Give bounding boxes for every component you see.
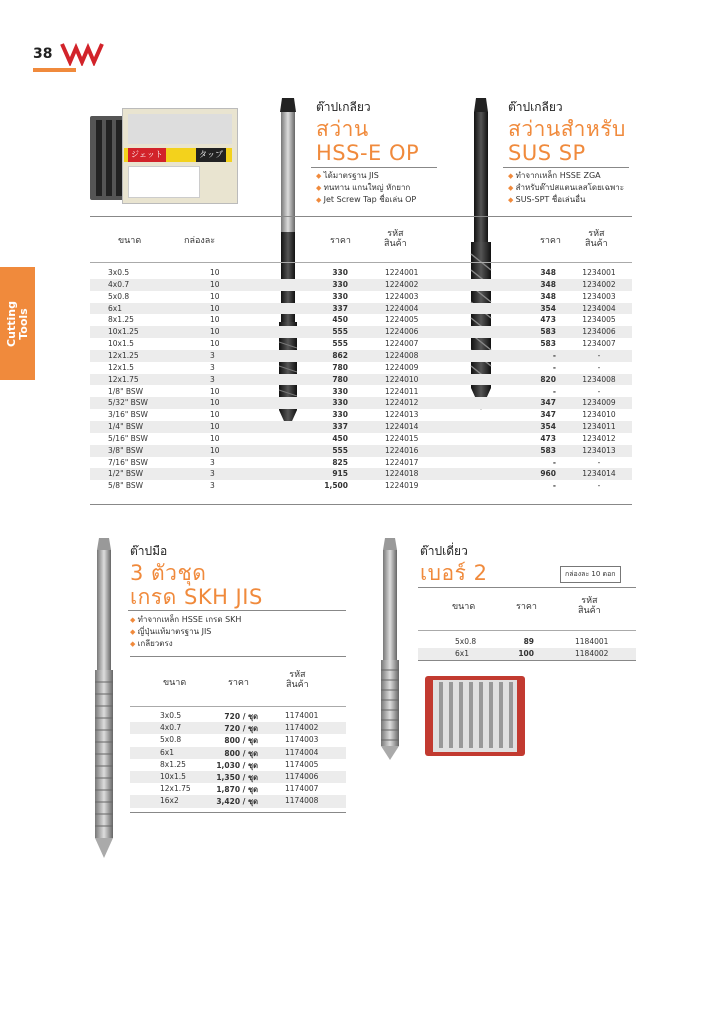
cell-box-qty: 10 [210,339,220,349]
single-tap-image [378,538,402,760]
cell-price: 720 / ชุด [224,724,258,734]
cell-price: 89 [523,637,534,646]
cell-code-sus: 1234002 [582,279,616,289]
cell-size: 12x1.75 [160,784,191,794]
cell-code-sus: 1234012 [582,433,616,443]
cell-code-sus: 1234003 [582,291,616,301]
cell-code-sus: - [597,362,601,372]
cell-price-op: 450 [332,433,348,443]
cell-price-sus: 473 [540,315,556,325]
product-sus-bullets [508,170,624,206]
product-single-tap-subtitle: ต๊าปเดี่ยว [420,544,468,558]
cell-price-op: 555 [332,339,348,349]
cell-size: 5x0.8 [455,637,477,646]
cell-code-sus: 1234013 [582,445,616,455]
cell-code-op: 1224013 [385,410,419,420]
table1-header-price-b: ราคา [540,236,561,246]
product-hand-tap-bullet: ◆ ทำจากเหล็ก HSSE เกรด SKH [130,614,241,626]
cell-price: 720 / ชุด [224,712,258,721]
product-hand-tap-subtitle: ต๊าปมือ [130,544,168,558]
cell-code: 1174002 [285,723,319,733]
box-quantity-note: กล่องละ 10 ดอก [560,566,621,583]
cell-price-op: 337 [332,422,348,432]
table3-bottom-rule [418,660,636,661]
cell-price: 3,420 / ชุด [216,797,258,807]
cell-code-op: 1224005 [385,315,419,325]
product-op-title-line2: HSS-E OP [316,141,420,165]
product-op-heading [316,98,419,165]
product-single-tap-heading [420,542,487,585]
cell-box-qty: 10 [210,303,220,313]
cell-size: 12x1.25 [108,350,139,360]
box-label-right: タップ [196,148,226,162]
tap-sus-image [466,98,496,410]
product-hand-tap-bullet: ◆ เกลียวตรง [130,638,241,650]
cell-code-op: 1224010 [385,374,419,384]
cell-code: 1174005 [285,759,319,769]
cell-price-sus: 583 [540,339,556,349]
cell-size: 6x1 [455,649,469,658]
cell-price-op: 330 [332,279,348,289]
cell-size: 1/8" BSW [108,386,144,396]
table3-header-price: ราคา [516,602,537,612]
cell-box-qty: 10 [210,279,220,289]
cell-price: 1,870 / ชุด [216,785,258,795]
product-sus-subtitle: ต๊าปเกลียว [508,100,563,114]
table1-header-code-a-line1: รหัส [387,229,404,239]
cell-code-sus: 1234001 [582,268,616,277]
cell-size: 12x1.75 [108,374,139,384]
box-label-left: ジェット [128,148,166,162]
table2-top-rule [130,656,346,657]
cell-code-op: 1224003 [385,291,419,301]
brand-logo [60,40,104,66]
cell-code-sus: 1234011 [582,422,616,432]
cell-box-qty: 3 [210,481,215,491]
cell-box-qty: 3 [210,469,215,479]
cell-price-sus: 348 [540,291,556,301]
cell-price-sus: 354 [540,303,556,313]
cell-size: 1/4" BSW [108,422,144,432]
cell-code-op: 1224014 [385,422,419,432]
cell-code-sus: 1234006 [582,327,616,337]
product-sus-rule [503,167,629,168]
cell-price-op: 450 [332,315,348,325]
cell-price-sus: - [552,362,556,372]
cell-code-op: 1224011 [385,386,419,396]
cell-code: 1174007 [285,784,319,794]
cell-code-sus: 1234004 [582,303,616,313]
cell-box-qty: 10 [210,445,220,455]
cell-code-sus: 1234014 [582,469,616,479]
cell-code: 1174006 [285,772,319,781]
table2-header-size: ขนาด [163,678,187,688]
cell-size: 1/2" BSW [108,469,144,479]
product-sus-title-line1: สว่านสำหรับ [508,117,626,141]
product-sus-title-line2: SUS SP [508,141,586,165]
table1-header-code-a [384,229,407,249]
table1-header-size: ขนาด [118,236,142,246]
cell-price: 800 / ชุด [224,736,258,746]
side-tab-label [6,284,30,364]
product-op-bullets [316,170,416,206]
product-hand-tap-title-line2: เกรด SKH JIS [130,585,263,609]
cell-price-op: 555 [332,445,348,455]
table2-header-price: ราคา [228,678,249,688]
cell-code-sus: 1234009 [582,398,616,408]
table1-bottom-rule [90,504,632,505]
cell-size: 5/8" BSW [108,481,144,491]
cell-code-op: 1224004 [385,303,419,313]
cell-price-op: 915 [332,469,348,479]
cell-box-qty: 3 [210,350,215,360]
product-hand-tap-title-line1: 3 ตัวชุด [130,561,207,585]
cell-price-sus: 347 [540,410,556,420]
cell-size: 3/8" BSW [108,445,144,455]
cell-price-op: 330 [332,398,348,408]
table3-header-size: ขนาด [452,602,476,612]
table1-header-rule [90,262,632,263]
cell-size: 5x0.8 [108,291,130,301]
table3-top-rule [418,587,636,588]
cell-size: 3x0.5 [108,268,130,277]
table1-header-price-a: ราคา [330,236,351,246]
table2-title-rule [128,610,346,611]
cell-price-sus: 347 [540,398,556,408]
cell-size: 16x2 [160,796,179,806]
cell-box-qty: 10 [210,291,220,301]
product-hand-tap-heading [130,542,263,609]
cell-price-op: 825 [332,457,348,467]
cell-price: 1,030 / ชุด [216,760,258,770]
cell-size: 4x0.7 [108,279,130,289]
cell-price-sus: 348 [540,279,556,289]
cell-price-op: 330 [332,386,348,396]
cell-price-sus: 583 [540,327,556,337]
cell-price-op: 555 [332,327,348,337]
side-tab-line2: Tools [17,308,30,340]
cell-price-op: 780 [332,362,348,372]
cell-size: 6x1 [108,303,122,313]
cell-price-op: 330 [332,268,348,277]
product-op-bullet: ◆ ทนทาน แกนใหญ่ หักยาก [316,182,416,194]
cell-code: 1174003 [285,735,319,745]
cell-code-sus: - [597,457,601,467]
cell-size: 7/16" BSW [108,457,148,467]
product-op-bullet: ◆ ได้มาตรฐาน JIS [316,170,416,182]
table1-header-code-b-line1: รหัส [588,229,605,239]
cell-price-sus: - [552,386,556,396]
cell-code-op: 1224008 [385,350,419,360]
cell-size: 5x0.8 [160,735,182,745]
cell-price-sus: - [552,350,556,360]
cell-price-sus: 348 [540,268,556,277]
cell-size: 3x0.5 [160,711,182,720]
cell-code-op: 1224018 [385,469,419,479]
table2-header-rule [130,706,346,707]
table3-header-code [578,596,601,616]
cell-box-qty: 10 [210,398,220,408]
cell-code-sus: 1234008 [582,374,616,384]
cell-price-op: 1,500 [324,481,348,491]
cell-price: 800 / ชุด [224,748,258,758]
cell-size: 8x1.25 [160,759,186,769]
side-tab-line1: Cutting [5,301,18,347]
cell-price-sus: - [552,457,556,467]
product-sus-bullet: ◆ SUS-SPT ชื่อเล่นอื่น [508,194,624,206]
cell-size: 3/16" BSW [108,410,148,420]
cell-code-op: 1224012 [385,398,419,408]
product-op-bullet: ◆ Jet Screw Tap ชื่อเล่น OP [316,194,416,206]
cell-code-sus: 1234007 [582,339,616,349]
cell-code-op: 1224001 [385,268,419,277]
cell-code: 1174008 [285,796,319,806]
cell-box-qty: 3 [210,374,215,384]
product-op-subtitle: ต๊าปเกลียว [316,100,371,114]
product-hand-tap-bullets [130,614,241,650]
product-op-title-line1: สว่าน [316,117,369,141]
cell-box-qty: 10 [210,386,220,396]
header-accent-bar [33,68,76,72]
cell-code: 1184001 [575,637,609,646]
table2-header-code-line1: รหัส [289,670,306,680]
cell-code-op: 1224006 [385,327,419,337]
product-sus-bullet: ◆ ทำจากเหล็ก HSSE ZGA [508,170,624,182]
product-sus-bullet: ◆ สำหรับต๊าปสแตนเลสโดยเฉพาะ [508,182,624,194]
cell-code-op: 1224017 [385,457,419,467]
cell-code-sus: 1234005 [582,315,616,325]
cell-code-op: 1224019 [385,481,419,491]
table1-header-code-b [585,229,608,249]
cell-price: 100 [518,649,534,658]
cell-size: 6x1 [160,747,174,757]
table2-bottom-rule [130,812,346,813]
cell-price-sus: 583 [540,445,556,455]
cell-price-sus: 960 [540,469,556,479]
cell-code-op: 1224015 [385,433,419,443]
table1-header-box: กล่องละ [184,236,216,246]
table1-top-rule [90,216,632,217]
cell-size: 5/32" BSW [108,398,148,408]
cell-price-sus: 820 [540,374,556,384]
cell-price-sus: 354 [540,422,556,432]
tap-box-photo [90,108,238,206]
cell-code-op: 1224007 [385,339,419,349]
cell-price-sus: 473 [540,433,556,443]
table2-header-code [286,670,309,690]
cell-box-qty: 10 [210,268,220,277]
cell-size: 10x1.5 [160,772,186,781]
product-op-rule [311,167,437,168]
cell-code-sus: 1234010 [582,410,616,420]
cell-size: 8x1.25 [108,315,134,325]
cell-box-qty: 10 [210,422,220,432]
table3-header-code-line1: รหัส [581,596,598,606]
cell-size: 10x1.5 [108,339,134,349]
table3-header-rule [418,630,636,631]
cell-price: 1,350 / ชุด [216,773,258,782]
cell-price-op: 330 [332,291,348,301]
cell-code: 1174004 [285,747,319,757]
product-single-tap-title: เบอร์ 2 [420,561,488,585]
cell-price-op: 337 [332,303,348,313]
cell-code-op: 1224009 [385,362,419,372]
table1-header-code-a-line2: สินค้า [384,239,407,249]
cell-code: 1184002 [575,649,609,658]
cell-box-qty: 10 [210,315,220,325]
cell-code-sus: - [597,481,601,491]
cell-price-sus: - [552,481,556,491]
cell-size: 10x1.25 [108,327,139,337]
cell-size: 4x0.7 [160,723,182,733]
cell-price-op: 330 [332,410,348,420]
cell-price-op: 862 [332,350,348,360]
cell-code-op: 1224002 [385,279,419,289]
tap-set-box-photo [425,676,525,756]
table2-header-code-line2: สินค้า [286,680,309,690]
cell-price-op: 780 [332,374,348,384]
cell-box-qty: 3 [210,362,215,372]
cell-box-qty: 10 [210,327,220,337]
cell-box-qty: 10 [210,433,220,443]
hand-tap-image [92,538,116,858]
cell-code-sus: - [597,386,601,396]
page-number: 38 [33,46,53,62]
cell-code-sus: - [597,350,601,360]
cell-code: 1174001 [285,711,319,720]
cell-code-op: 1224016 [385,445,419,455]
product-hand-tap-bullet: ◆ ญี่ปุ่นแท้มาตรฐาน JIS [130,626,241,638]
table1-header-code-b-line2: สินค้า [585,239,608,249]
table3-header-code-line2: สินค้า [578,606,601,616]
cell-box-qty: 10 [210,410,220,420]
product-sus-heading [508,98,626,165]
cell-size: 5/16" BSW [108,433,148,443]
cell-size: 12x1.5 [108,362,134,372]
cell-box-qty: 3 [210,457,215,467]
